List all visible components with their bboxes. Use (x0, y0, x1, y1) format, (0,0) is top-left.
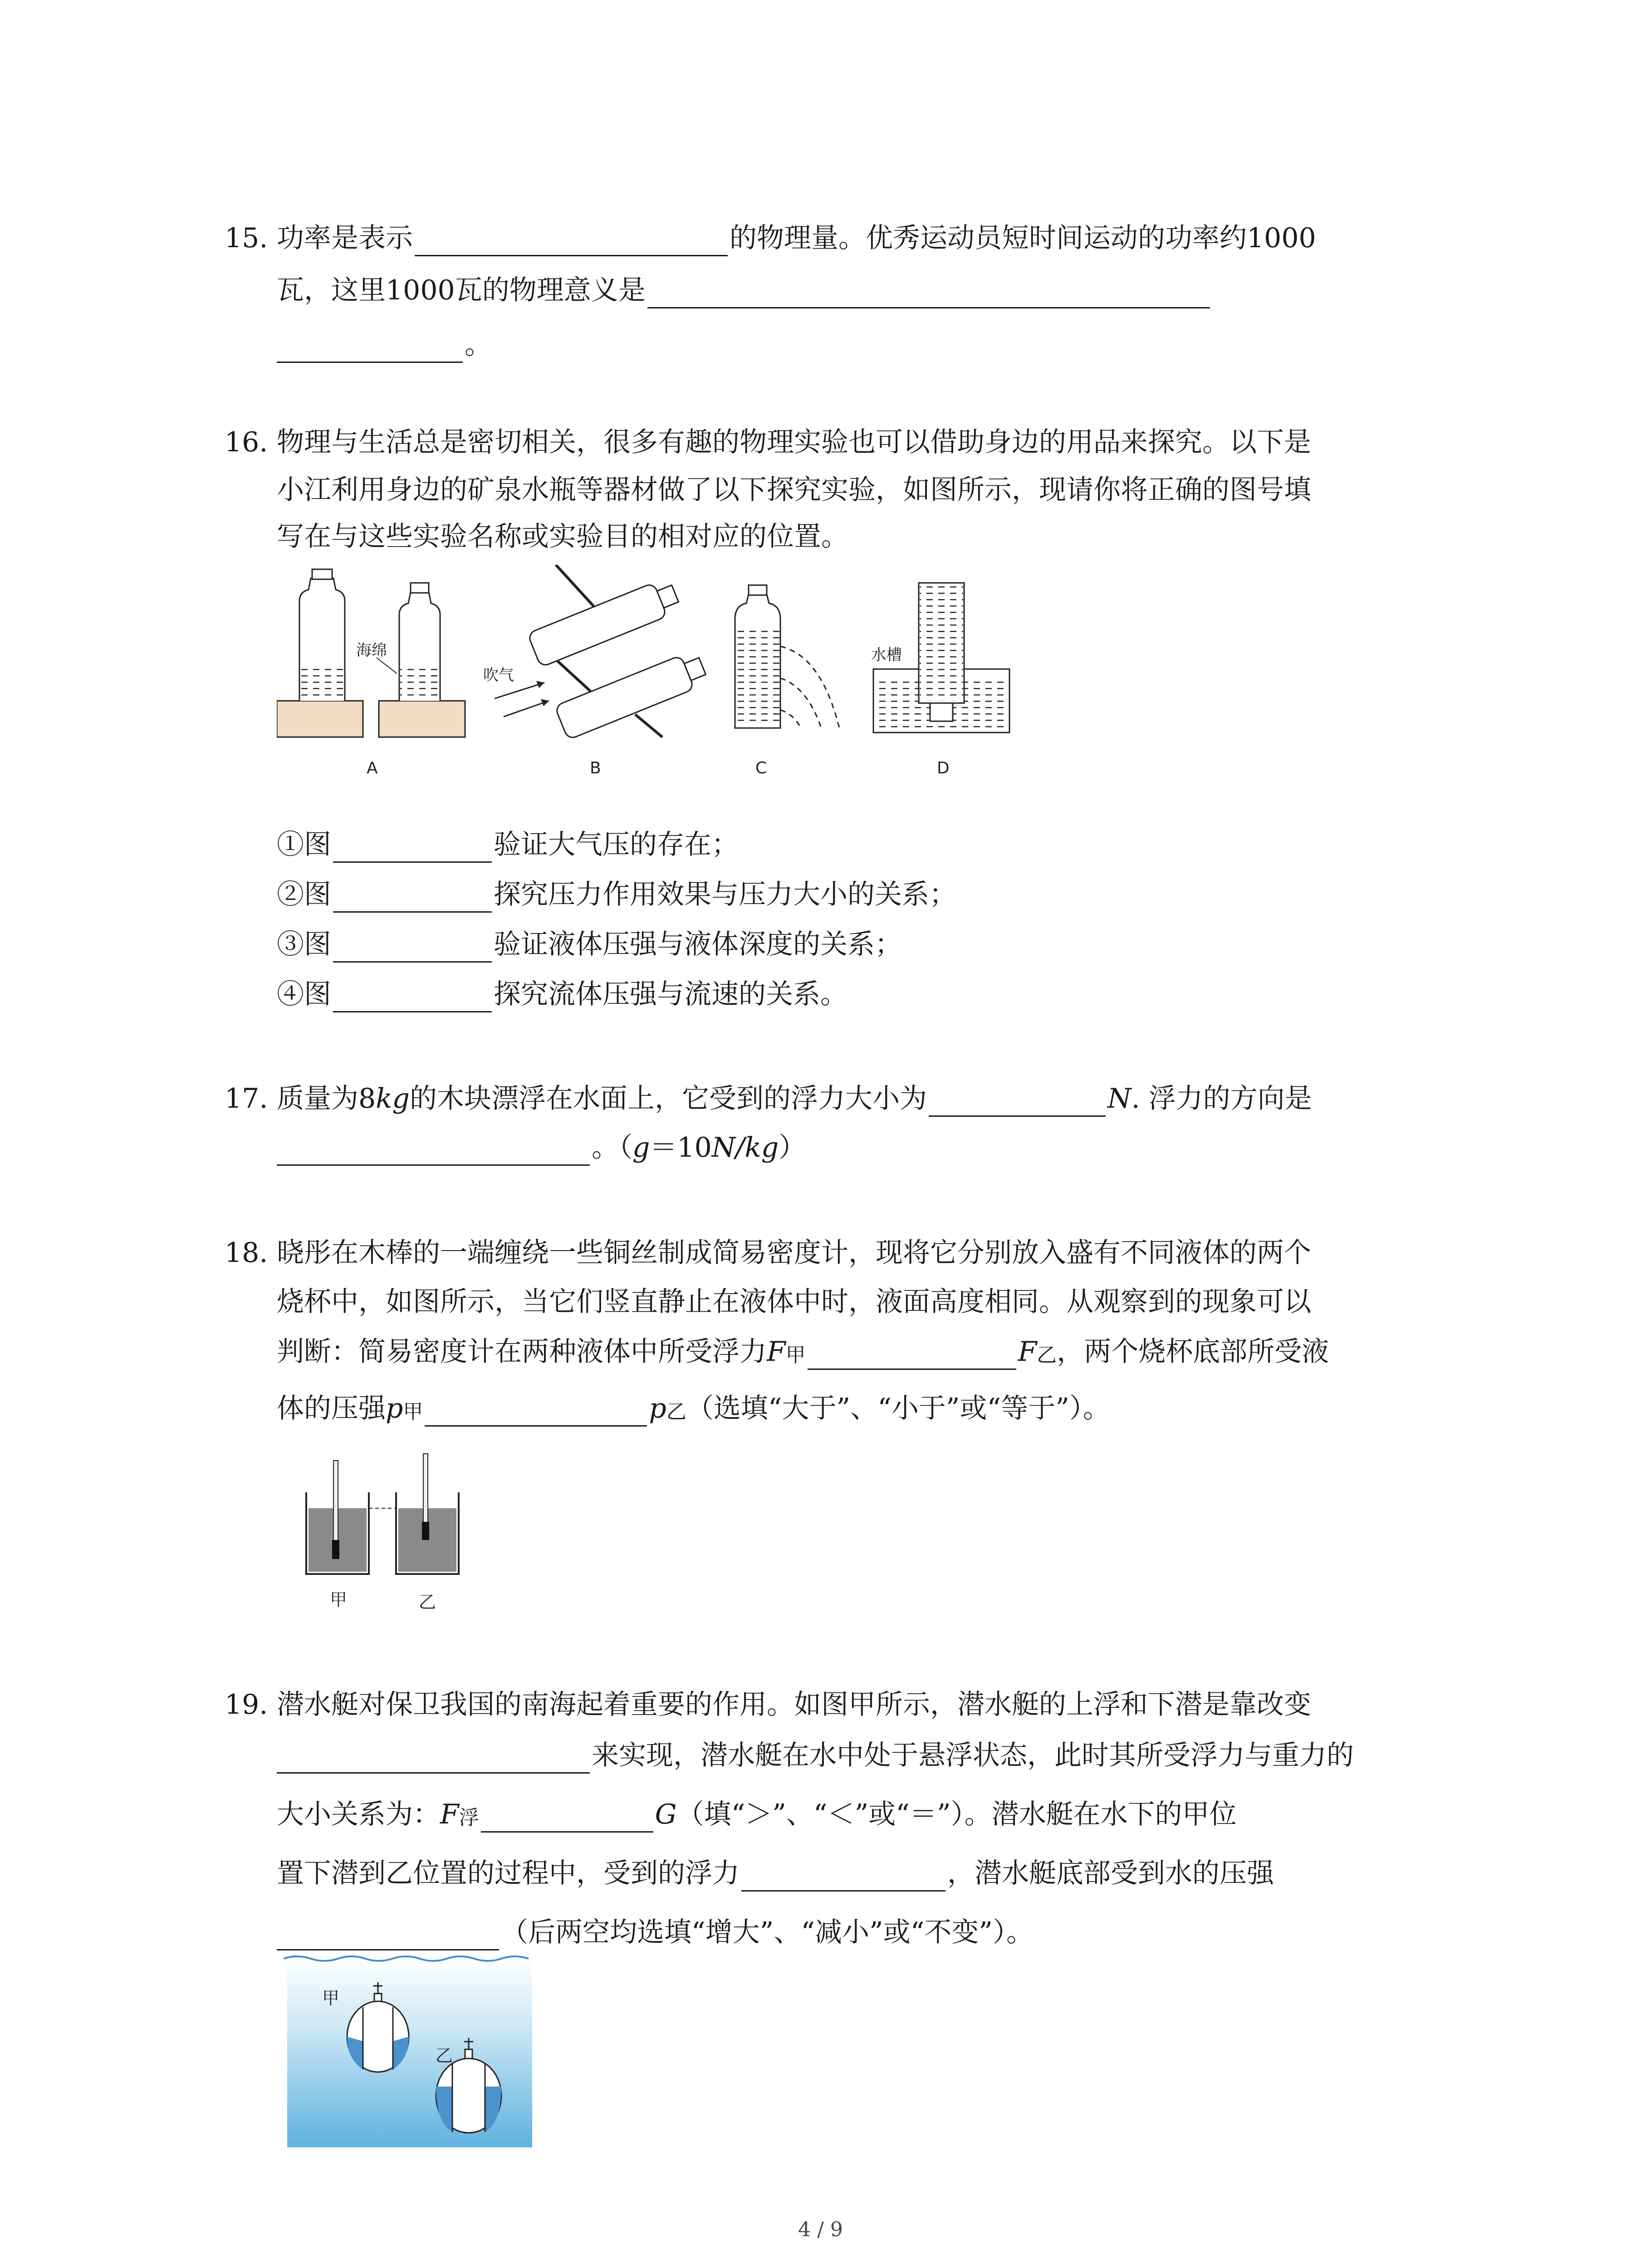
q15-text-a: 功率是表示 (277, 222, 413, 254)
q15-text-b: 的物理量。优秀运动员短时间运动的功率约1000 (730, 222, 1316, 254)
figure-b (483, 565, 709, 777)
q18-blank-2[interactable] (425, 1397, 647, 1427)
q19-F: F (440, 1799, 459, 1830)
q19-line-2 (277, 1737, 1354, 1774)
figure-a (277, 569, 465, 777)
q16-text-2: 小江利用身边的矿泉水瓶等器材做了以下探究实验，如图所示，现请你将正确的图号填 (277, 474, 1311, 506)
q18-blank-1[interactable] (808, 1340, 1016, 1370)
beaker-jia-label: 甲 (330, 1590, 348, 1610)
sub-yi-label: 乙 (436, 2046, 453, 2066)
q17-N: N (1107, 1083, 1132, 1114)
sponge-label: 海绵 (356, 641, 387, 660)
q16-item-4-prefix: ④图 (277, 978, 331, 1010)
q18-p-yi: p (649, 1393, 666, 1424)
q16-blank-2[interactable] (333, 883, 492, 913)
beaker-yi (396, 1454, 459, 1574)
q18-figure (279, 1449, 479, 1631)
q16-blank-3[interactable] (333, 933, 492, 963)
q19-blank-2[interactable] (481, 1803, 653, 1833)
q17-blank-1[interactable] (929, 1087, 1106, 1117)
q16-item-1-prefix: ①图 (277, 829, 331, 860)
q15-blank-2[interactable] (647, 279, 1210, 308)
q19-line-1 (225, 1686, 1311, 1723)
q17-line-1 (225, 1080, 1312, 1117)
q15-blank-1[interactable] (415, 227, 728, 256)
q17-line-2 (277, 1129, 806, 1166)
q19-blank-3[interactable] (741, 1862, 945, 1892)
q15-text-c: 瓦，这里1000瓦的物理意义是 (277, 274, 646, 306)
q17-text-d: 。（ (592, 1132, 632, 1163)
blow-label: 吹气 (483, 666, 514, 684)
q19-text-4b: ，潜水艇底部受到水的压强 (947, 1857, 1274, 1889)
q19-line-5 (277, 1914, 1034, 1950)
q18-F-jia: F (767, 1336, 786, 1368)
q19-text-3b: （填“＞”、“＜”或“＝”）。潜水艇在水下的甲位 (676, 1799, 1237, 1830)
page-number: 4 / 9 (798, 2218, 843, 2241)
q18-sub-jia: 甲 (785, 1344, 806, 1367)
q18-line-3 (277, 1334, 1329, 1370)
q18-sub-jia-2: 甲 (403, 1400, 423, 1423)
q17-text-f: ） (779, 1132, 806, 1163)
q16-item-2-text: 探究压力作用效果与压力大小的关系； (494, 879, 956, 910)
q19-text-1: 潜水艇对保卫我国的南海起着重要的作用。如图甲所示，潜水艇的上浮和下潜是靠改变 (277, 1689, 1311, 1721)
q18-F-yi: F (1018, 1336, 1037, 1368)
q17-number: 17. (225, 1083, 268, 1114)
q18-text-1: 晓彤在木棒的一端缠绕一些铜丝制成简易密度计，现将它分别放入盛有不同液体的两个 (277, 1237, 1311, 1269)
q19-text-5: （后两空均选填“增大”、“减小”或“不变”）。 (501, 1916, 1034, 1948)
q17-text-c: . 浮力的方向是 (1131, 1083, 1312, 1114)
q16-item-4 (277, 976, 847, 1012)
figure-c (735, 585, 839, 777)
q17-g: g (632, 1132, 650, 1163)
q16-line-1 (225, 424, 1311, 460)
q15-end: 。 (465, 329, 492, 361)
tank-label: 水槽 (871, 646, 902, 664)
q16-blank-4[interactable] (333, 983, 492, 1012)
q16-item-1 (277, 826, 739, 863)
q19-blank-4[interactable] (277, 1921, 499, 1950)
q18-text-4b: （选填“大于”、“小于”或“等于”）。 (686, 1393, 1110, 1424)
figure-c-label: C (755, 759, 767, 777)
q17-text-a: 质量为8 (277, 1083, 376, 1114)
q19-G: G (655, 1799, 677, 1830)
figure-d (871, 583, 1009, 777)
q18-text-4a: 体的压强 (277, 1393, 386, 1424)
q16-figure (277, 565, 1021, 787)
q19-line-4 (277, 1855, 1274, 1892)
q18-p-jia: p (386, 1393, 403, 1424)
q16-item-4-text: 探究流体压强与流速的关系。 (494, 978, 847, 1010)
q19-line-3 (277, 1796, 1237, 1833)
figure-a-label: A (367, 759, 378, 777)
q16-text-1: 物理与生活总是密切相关，很多有趣的物理实验也可以借助身边的用品来探究。以下是 (277, 426, 1311, 458)
q16-item-1-text: 验证大气压的存在； (494, 829, 739, 860)
q15-line-1 (225, 220, 1316, 256)
q16-item-3-text: 验证液体压强与液体深度的关系； (494, 929, 902, 960)
q19-text-4a: 置下潜到乙位置的过程中，受到的浮力 (277, 1857, 740, 1889)
q18-text-3b: ，两个烧杯底部所受液 (1057, 1336, 1329, 1368)
q16-text-3: 写在与这些实验名称或实验目的相对应的位置。 (277, 521, 848, 552)
q18-line-2 (277, 1284, 1311, 1320)
q17-kg: kg (376, 1083, 410, 1114)
q18-text-2: 烧杯中，如图所示，当它们竖直静止在液体中时，液面高度相同。从观察到的现象可以 (277, 1286, 1311, 1318)
q15-line-2 (277, 272, 1212, 308)
q16-number: 16. (225, 426, 268, 458)
q19-number: 19. (225, 1689, 268, 1721)
q18-text-3a: 判断：简易密度计在两种液体中所受浮力 (277, 1336, 767, 1368)
q17-text-b: 的木块漂浮在水面上，它受到的浮力大小为 (409, 1083, 927, 1114)
q17-blank-2[interactable] (277, 1136, 590, 1166)
beaker-yi-label: 乙 (419, 1592, 436, 1612)
q19-text-2: 来实现，潜水艇在水中处于悬浮状态，此时其所受浮力与重力的 (592, 1740, 1354, 1771)
q17-unit: N/kg (711, 1132, 779, 1163)
figure-d-label: D (937, 759, 950, 777)
q16-item-2-prefix: ②图 (277, 879, 331, 910)
beaker-jia (306, 1461, 369, 1574)
sub-jia-label: 甲 (322, 1988, 340, 2008)
q18-line-4 (277, 1390, 1110, 1427)
q19-figure (284, 1950, 538, 2150)
q16-item-2 (277, 876, 956, 913)
q16-line-3 (277, 518, 848, 555)
q16-item-3-prefix: ③图 (277, 929, 331, 960)
q18-sub-yi: 乙 (1037, 1344, 1057, 1367)
q19-sub-fu: 浮 (459, 1806, 479, 1829)
q16-blank-1[interactable] (333, 833, 492, 863)
q15-blank-2-cont[interactable] (277, 333, 463, 363)
q18-line-1 (225, 1235, 1311, 1271)
q15-number: 15. (225, 222, 268, 254)
q17-text-e: ＝10 (650, 1132, 712, 1163)
q16-item-3 (277, 926, 902, 963)
figure-b-label: B (590, 759, 601, 777)
q15-line-3 (277, 327, 492, 363)
q19-text-3a: 大小关系为： (277, 1799, 440, 1830)
q16-line-2 (277, 472, 1311, 508)
q18-sub-yi-2: 乙 (666, 1400, 686, 1423)
q19-blank-1[interactable] (277, 1744, 590, 1774)
q18-number: 18. (225, 1237, 268, 1269)
